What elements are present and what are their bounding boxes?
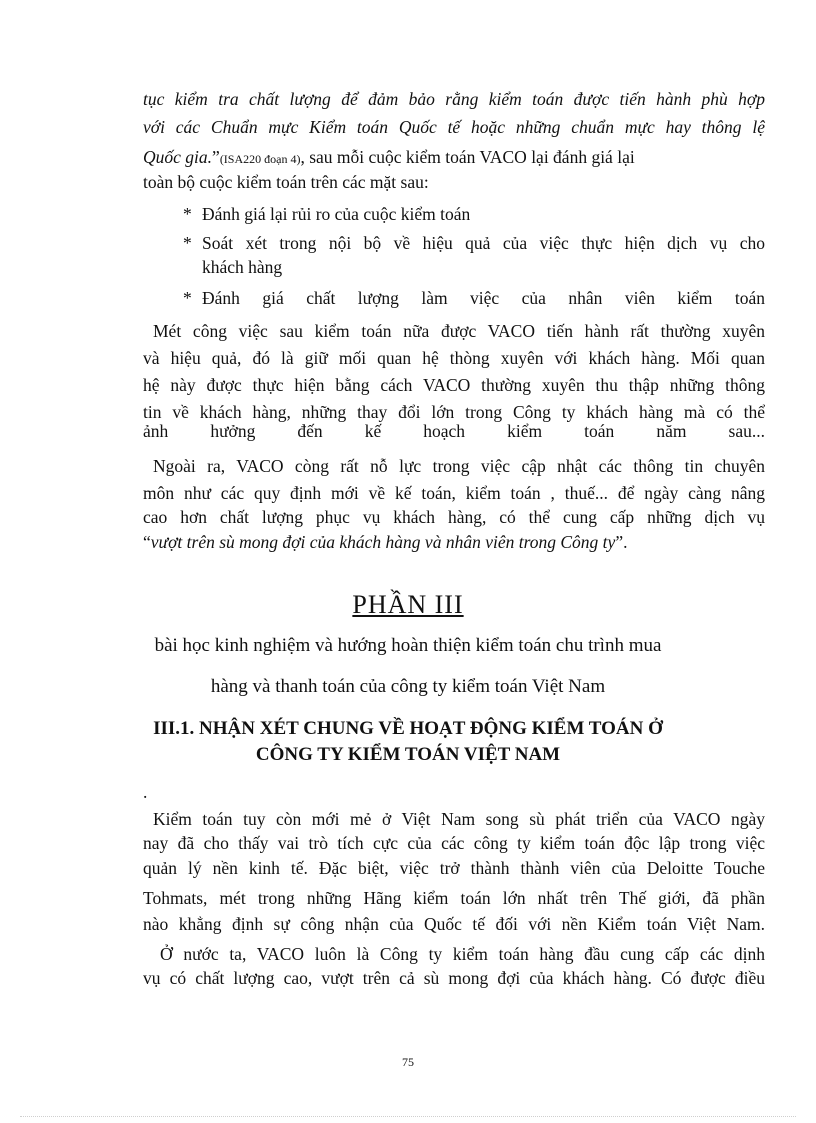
para2-line-5: ảnh hưởng đến kế hoạch kiểm toán năm sau... [143,421,765,441]
intro-line-4: toàn bộ cuộc kiểm toán trên các mặt sau: [143,172,429,192]
page-edge-divider [20,1116,796,1117]
section-heading-line-2: CÔNG TY KIỂM TOÁN VIỆT NAM [255,744,561,765]
intro-rest: , sau mỗi cuộc kiểm toán VACO lại đánh giá lại [300,147,635,167]
para4-line-2: nay đã cho thấy vai trò tích cực của các công ty kiểm toán độc lập trong việc [143,833,765,853]
intro-italic: Quốc gia. [143,147,213,167]
part-subtitle-1: bài học kinh nghiệm và hướng hoàn thiện kiểm toán chu trình mua [154,635,662,656]
quote-open: “ [143,532,151,552]
intro-line-1: tục kiểm tra chất lượng để đảm bảo rằng kiểm toán được tiến hành phù hợp [143,89,765,109]
page-number: 75 [402,1055,414,1069]
para2-line-2: và hiệu quả, đó là giữ mối quan hệ thòng xuyên với khách hàng. Mối quan [143,348,765,368]
bullet-marker: * [183,233,192,253]
para3-italic: vượt trên sù mong đợi của khách hàng và nhân viên trong Công ty [150,532,616,552]
para2-line-3: hệ này được thực hiện bằng cách VACO thường xuyên thu thập những thông [143,375,765,395]
para3-line-1: Ngoài ra, VACO còng rất nỗ lực trong việc cập nhật các thông tin chuyên [153,456,765,476]
bullet-2-line-1: Soát xét trong nội bộ về hiệu quả của việc thực hiện dịch vụ cho [202,233,765,253]
part-subtitle-2: hàng và thanh toán của công ty kiểm toán Việt Nam [210,676,606,697]
para2-line-4: tin về khách hàng, những thay đổi lớn trong Công ty khách hàng mà có thể [143,402,765,422]
citation: (ISA220 đoạn 4) [219,152,301,166]
intro-quote: ” [212,147,220,167]
quote-close: ”. [615,532,628,552]
para4-line-1: Kiểm toán tuy còn mới mẻ ở Việt Nam song sù phát triển của VACO ngày [153,809,765,829]
para3-line-2: môn như các quy định mới về kế toán, kiểm toán , thuế... để ngày càng nâng [143,483,765,503]
bullet-marker: * [183,288,192,308]
bullet-1: Đánh giá lại rủi ro của cuộc kiểm toán [202,204,471,224]
para3-line-3: cao hơn chất lượng phục vụ khách hàng, có thể cung cấp những dịch vụ [143,507,765,527]
stray-dot: . [143,782,148,802]
bullet-3: Đánh giá chất lượng làm việc của nhân viên kiểm toán [202,288,765,308]
part-title: PHẦN III [352,590,464,619]
intro-line-3 [143,145,765,171]
para2-line-1: Mét công việc sau kiểm toán nữa được VACO tiến hành rất thường xuyên [153,321,765,341]
para4-line-3: quản lý nền kinh tế. Đặc biệt, việc trở thành thành viên của Deloitte Touche [143,858,765,878]
para4-line-4: Tohmats, mét trong những Hãng kiểm toán lớn nhất trên Thế giới, đã phần [143,888,765,908]
intro-line-2: với các Chuẩn mực Kiểm toán Quốc tế hoặc những chuẩn mực hay thông lệ [143,117,765,137]
para3-line-4 [143,530,765,554]
para5-line-1: Ở nước ta, VACO luôn là Công ty kiểm toán hàng đầu cung cấp các dịnh [160,944,765,964]
bullet-marker: * [183,204,192,224]
bullet-2-line-2: khách hàng [202,257,283,277]
para4-line-5: nào khẳng định sự công nhận của Quốc tế đối với nền Kiểm toán Việt Nam. [143,914,765,934]
section-heading-line-1: III.1. NHẬN XÉT CHUNG VỀ HOẠT ĐỘNG KIỂM TOÁN Ở [153,718,663,739]
para5-line-2: vụ có chất lượng cao, vượt trên cả sù mong đợi của khách hàng. Có được điều [143,968,765,988]
